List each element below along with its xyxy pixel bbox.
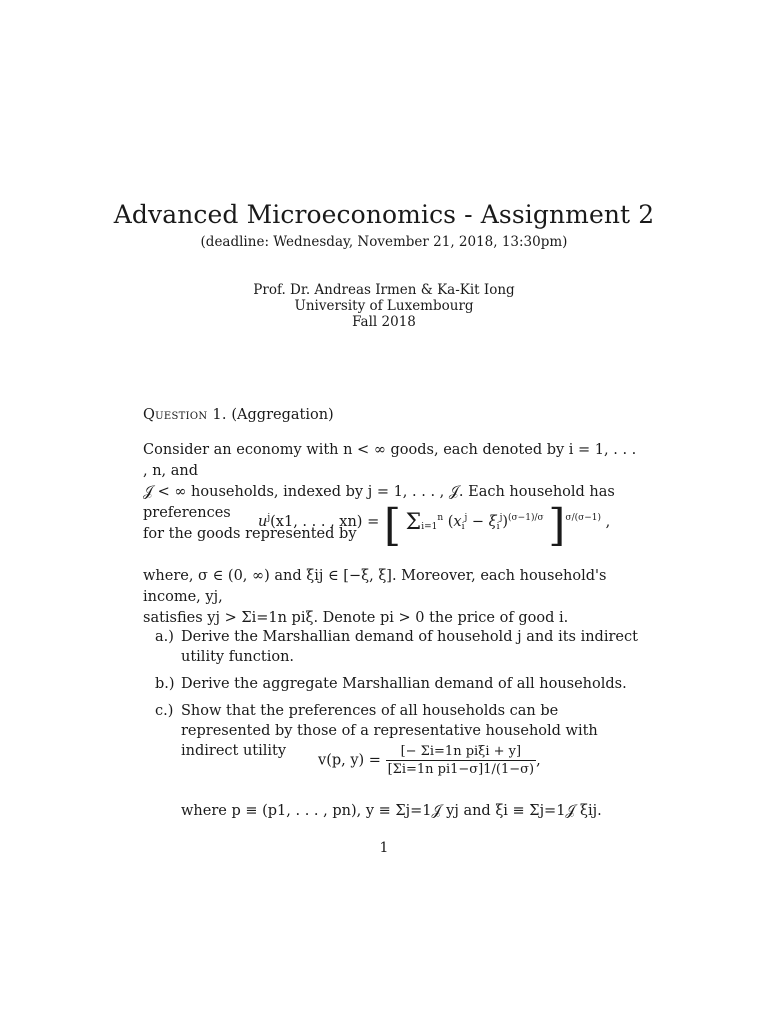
intro-line-2: 𝒥 < ∞ households, indexed by j = 1, . . . , 𝒥. Each household has preferences bbox=[143, 484, 615, 521]
utility-equation: $u^j(x1$, . . . , xn) = [ $\Sigma_{i=1}^n$ $(x_i^j - \xi_i^j)^{(\sigma-1)/\sigma}$ ]$^{\sigma/(\sigma-1)}$ , bbox=[258, 500, 611, 551]
indirect-utility-equation: v(p, y) = $\frac{\text{[− Σi=1n piξi + y]}}{\text{[Σi=1n pi1−σ]1/(1−σ)}}$ , bbox=[318, 744, 541, 777]
task-text: Derive the aggregate Marshallian demand of all households. bbox=[181, 676, 627, 692]
fraction-numerator: [− Σi=1n piξi + y] bbox=[386, 744, 537, 761]
document-title: Advanced Microeconomics - Assignment 2 bbox=[113, 200, 655, 229]
task-label: b.) bbox=[155, 676, 175, 692]
intro-line-1: Consider an economy with n < ∞ goods, each denoted by i = 1, . . . , n, and bbox=[143, 442, 637, 479]
question-label: Question 1. bbox=[143, 407, 227, 423]
conditions-line-2: satisfies yj > Σi=1n piξ. Denote pi > 0 the price of good i. bbox=[143, 610, 569, 626]
indirect-utility-fraction bbox=[386, 744, 537, 777]
task-label: a.) bbox=[155, 629, 174, 645]
page-number: 1 bbox=[379, 840, 389, 856]
university: University of Luxembourg bbox=[294, 298, 474, 314]
task-text: Show that the preferences of all households can be represented by those of a representative household with indirect utility bbox=[181, 703, 598, 759]
term: Fall 2018 bbox=[352, 314, 416, 330]
task-text: Derive the Marshallian demand of household j and its indirect utility function. bbox=[181, 629, 638, 665]
conditions-line-1: where, σ ∈ (0, ∞) and ξij ∈ [−ξ, ξ]. Moreover, each household's income, yj, bbox=[143, 568, 607, 605]
question-conditions bbox=[143, 566, 643, 629]
task-label: c.) bbox=[155, 703, 174, 719]
intro-line-3: for the goods represented by bbox=[143, 526, 357, 542]
question-heading bbox=[143, 407, 334, 423]
fraction-denominator: [Σi=1n pi1−σ]1/(1−σ) bbox=[387, 762, 535, 777]
question-topic: (Aggregation) bbox=[231, 407, 334, 423]
definitions-line: where p ≡ (p1, . . . , pn), y ≡ Σj=1𝒥 yj and ξi ≡ Σj=1𝒥 ξij. bbox=[181, 803, 602, 819]
authors: Prof. Dr. Andreas Irmen & Ka-Kit Iong bbox=[253, 282, 515, 298]
deadline: (deadline: Wednesday, November 21, 2018, 13:30pm) bbox=[200, 234, 568, 250]
